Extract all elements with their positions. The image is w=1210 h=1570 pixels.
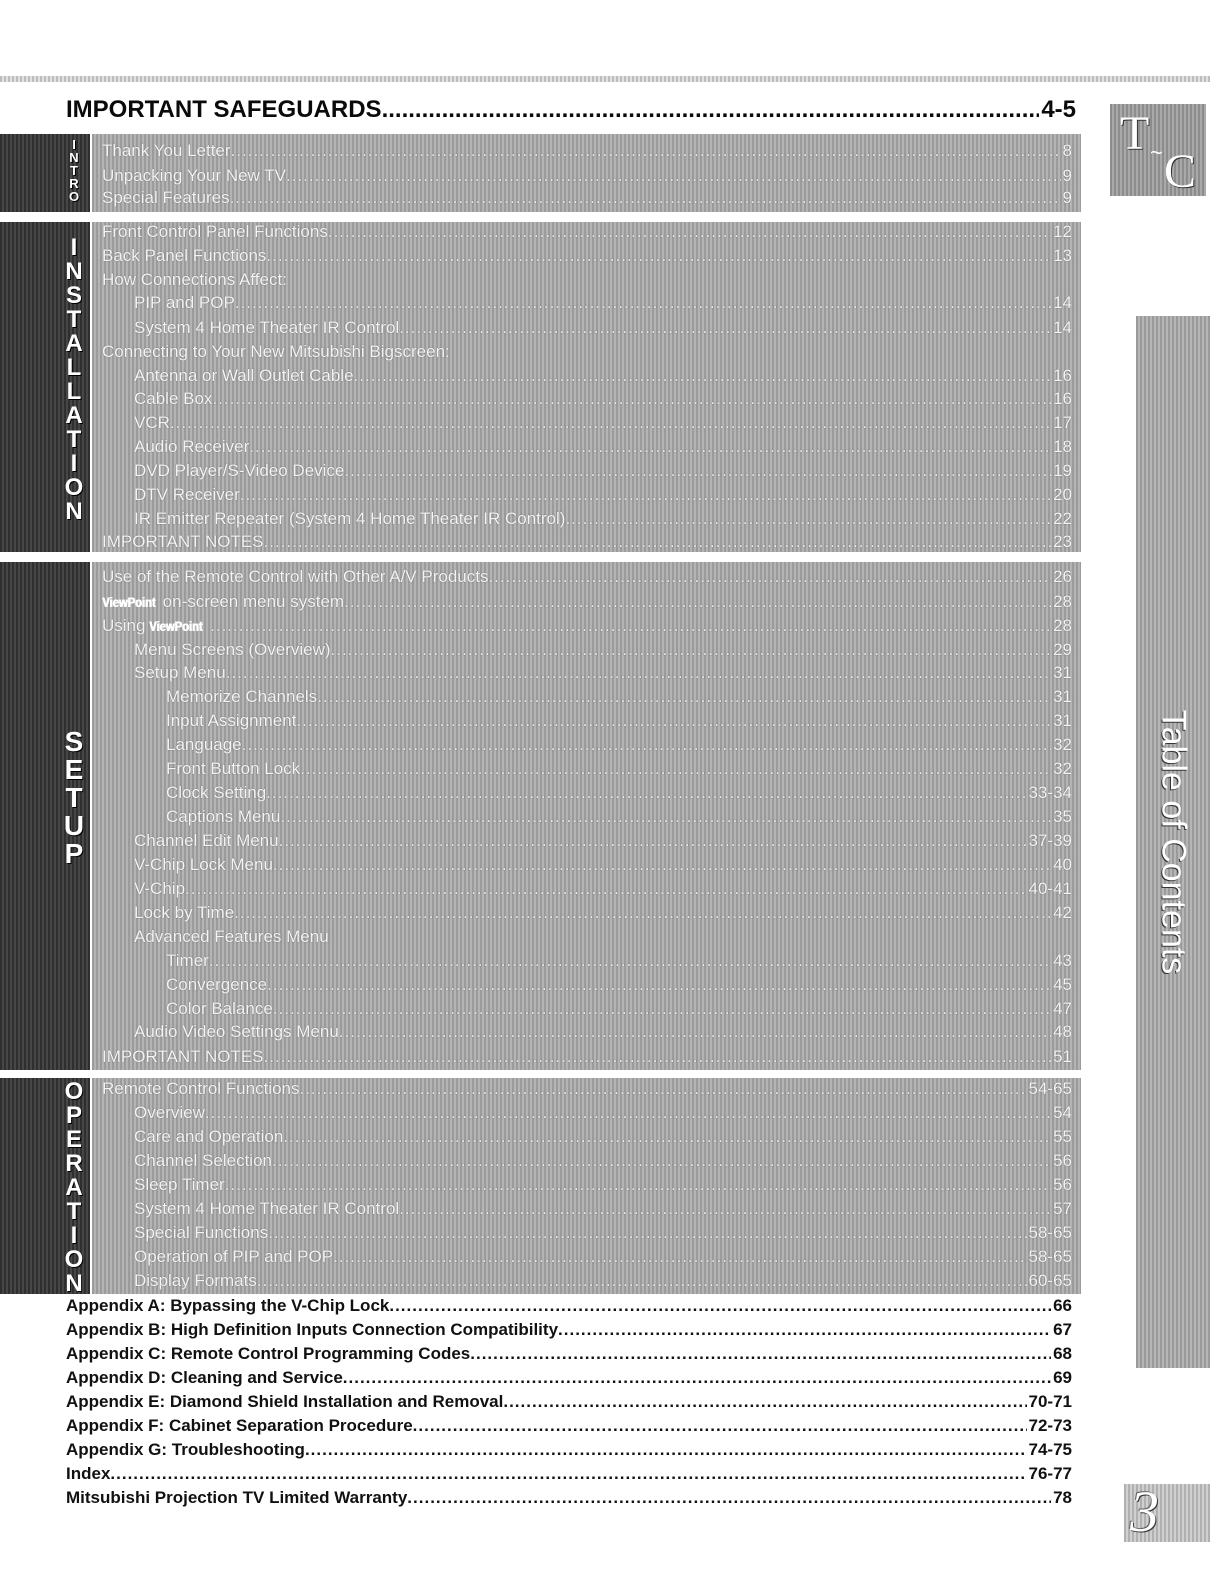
section-label-intro: I N T R O (68, 137, 80, 204)
toc-appendix[interactable]: Appendix C: Remote Control Programming Codes ..... 68 (66, 1342, 1072, 1366)
toc-entry[interactable]: Thank You Letter ..... 8 (102, 139, 1072, 163)
toc-entry[interactable]: Audio Video Settings Menu ..... 48 (134, 1020, 1072, 1044)
toc-entry[interactable]: Sleep Timer ..... 56 (134, 1173, 1072, 1197)
toc-appendix[interactable]: Index ..... 76-77 (66, 1462, 1072, 1486)
toc-entry[interactable]: Clock Setting ..... 33-34 (166, 781, 1072, 805)
toc-entry[interactable]: System 4 Home Theater IR Control ..... 14 (134, 316, 1072, 340)
toc-appendix[interactable]: Appendix F: Cabinet Separation Procedure ..... 72-73 (66, 1414, 1072, 1438)
toc-entry[interactable]: Cable Box ..... 16 (134, 387, 1072, 411)
badge-letter-t: T (1120, 107, 1150, 160)
toc-entry[interactable]: Antenna or Wall Outlet Cable ..... 16 (134, 364, 1072, 388)
toc-entry[interactable]: DTV Receiver ..... 20 (134, 483, 1072, 507)
toc-entry[interactable]: Operation of PIP and POP ..... 58-65 (134, 1245, 1072, 1269)
viewpoint-logo: ViewPoint (102, 594, 156, 610)
section-label-installation: I N S T A L L A T I O N (64, 234, 84, 525)
toc-entry[interactable]: V-Chip ..... 40-41 (134, 877, 1072, 901)
toc-entry[interactable]: Color Balance ..... 47 (166, 997, 1072, 1021)
toc-entry[interactable]: Lock by Time ..... 42 (134, 901, 1072, 925)
top-rule (0, 76, 1210, 82)
toc-entry[interactable]: Care and Operation ..... 55 (134, 1125, 1072, 1149)
toc-entry[interactable]: Overview ..... 54 (134, 1101, 1072, 1125)
toc-entry[interactable]: Remote Control Functions ..... 54-65 (102, 1077, 1072, 1101)
toc-appendix[interactable]: Mitsubishi Projection TV Limited Warranty ..... 78 (66, 1486, 1072, 1510)
heading-page: 4-5 (1041, 96, 1076, 123)
toc-appendix[interactable]: Appendix D: Cleaning and Service ..... 69 (66, 1366, 1072, 1390)
leader-dots (382, 96, 1040, 124)
toc-entry[interactable]: Timer ..... 43 (166, 949, 1072, 973)
side-tab-label: Table of Contents (1154, 709, 1193, 975)
badge-letter-c: C (1164, 145, 1197, 198)
toc-entry[interactable]: Language ..... 32 (166, 733, 1072, 757)
toc-entry[interactable]: IMPORTANT NOTES ..... 23 (102, 530, 1072, 554)
page-number-badge (1124, 1479, 1210, 1544)
toc-entry[interactable]: Display Formats ..... 60-65 (134, 1269, 1072, 1293)
toc-entry[interactable]: PIP and POP ..... 14 (134, 291, 1072, 315)
toc-entry[interactable]: DVD Player/S-Video Device ..... 19 (134, 459, 1072, 483)
toc-entry[interactable]: Unpacking Your New TV ..... 9 (102, 164, 1072, 188)
viewpoint-logo: ViewPoint (149, 618, 203, 634)
toc-entry[interactable]: System 4 Home Theater IR Control ..... 57 (134, 1197, 1072, 1221)
toc-entry[interactable]: Channel Selection ..... 56 (134, 1149, 1072, 1173)
toc-entry[interactable]: Front Control Panel Functions ..... 12 (102, 220, 1072, 244)
toc-entry[interactable]: Special Functions ..... 58-65 (134, 1221, 1072, 1245)
toc-entry[interactable]: ViewPoint on-screen menu system ..... 28 (102, 590, 1072, 614)
section-label-operation: O P E R A T I O N (64, 1078, 84, 1297)
heading-title: IMPORTANT SAFEGUARDS (66, 96, 382, 123)
toc-badge-icon (1110, 104, 1206, 196)
side-tab-table-of-contents (1136, 316, 1210, 1368)
page-number: 3 (1130, 1479, 1159, 1544)
toc-entry[interactable]: Audio Receiver ..... 18 (134, 435, 1072, 459)
section-label-setup: S E T U P (63, 726, 85, 869)
toc-entry[interactable]: Menu Screens (Overview) ..... 29 (134, 638, 1072, 662)
toc-appendix[interactable]: Appendix G: Troubleshooting ..... 74-75 (66, 1438, 1072, 1462)
toc-heading-important-safeguards[interactable] (66, 96, 1076, 124)
toc-appendix[interactable]: Appendix E: Diamond Shield Installation and Removal ..... 70-71 (66, 1390, 1072, 1414)
toc-entry[interactable]: Memorize Channels ..... 31 (166, 685, 1072, 709)
toc-appendix[interactable]: Appendix A: Bypassing the V-Chip Lock ..... 66 (66, 1294, 1072, 1318)
toc-entry[interactable]: Input Assignment ..... 31 (166, 709, 1072, 733)
toc-entry[interactable]: Using ViewPoint ..... 28 (102, 614, 1072, 638)
toc-subheading: Advanced Features Menu (134, 927, 329, 946)
toc-entry[interactable]: Back Panel Functions ..... 13 (102, 244, 1072, 268)
toc-entry[interactable]: Special Features ..... 9 (102, 186, 1072, 210)
toc-entry[interactable]: Front Button Lock ..... 32 (166, 757, 1072, 781)
badge-separator: ~ (1150, 140, 1163, 165)
toc-entry[interactable]: Setup Menu ..... 31 (134, 661, 1072, 685)
toc-entry[interactable]: Use of the Remote Control with Other A/V Products ..... 26 (102, 565, 1072, 589)
toc-entry[interactable]: VCR ..... 17 (134, 411, 1072, 435)
toc-subheading: Connecting to Your New Mitsubishi Bigscreen: (102, 342, 450, 361)
toc-entry[interactable]: V-Chip Lock Menu ..... 40 (134, 853, 1072, 877)
toc-entry[interactable]: Channel Edit Menu ..... 37-39 (134, 829, 1072, 853)
toc-entry[interactable]: Captions Menu ..... 35 (166, 805, 1072, 829)
toc-subheading: How Connections Affect: (102, 270, 287, 289)
toc-entry[interactable]: IMPORTANT NOTES ..... 51 (102, 1045, 1072, 1069)
toc-appendix[interactable]: Appendix B: High Definition Inputs Connection Compatibility ..... 67 (66, 1318, 1072, 1342)
toc-entry[interactable]: IR Emitter Repeater (System 4 Home Theater IR Control) ..... 22 (134, 507, 1072, 531)
toc-entry[interactable]: Convergence ..... 45 (166, 973, 1072, 997)
